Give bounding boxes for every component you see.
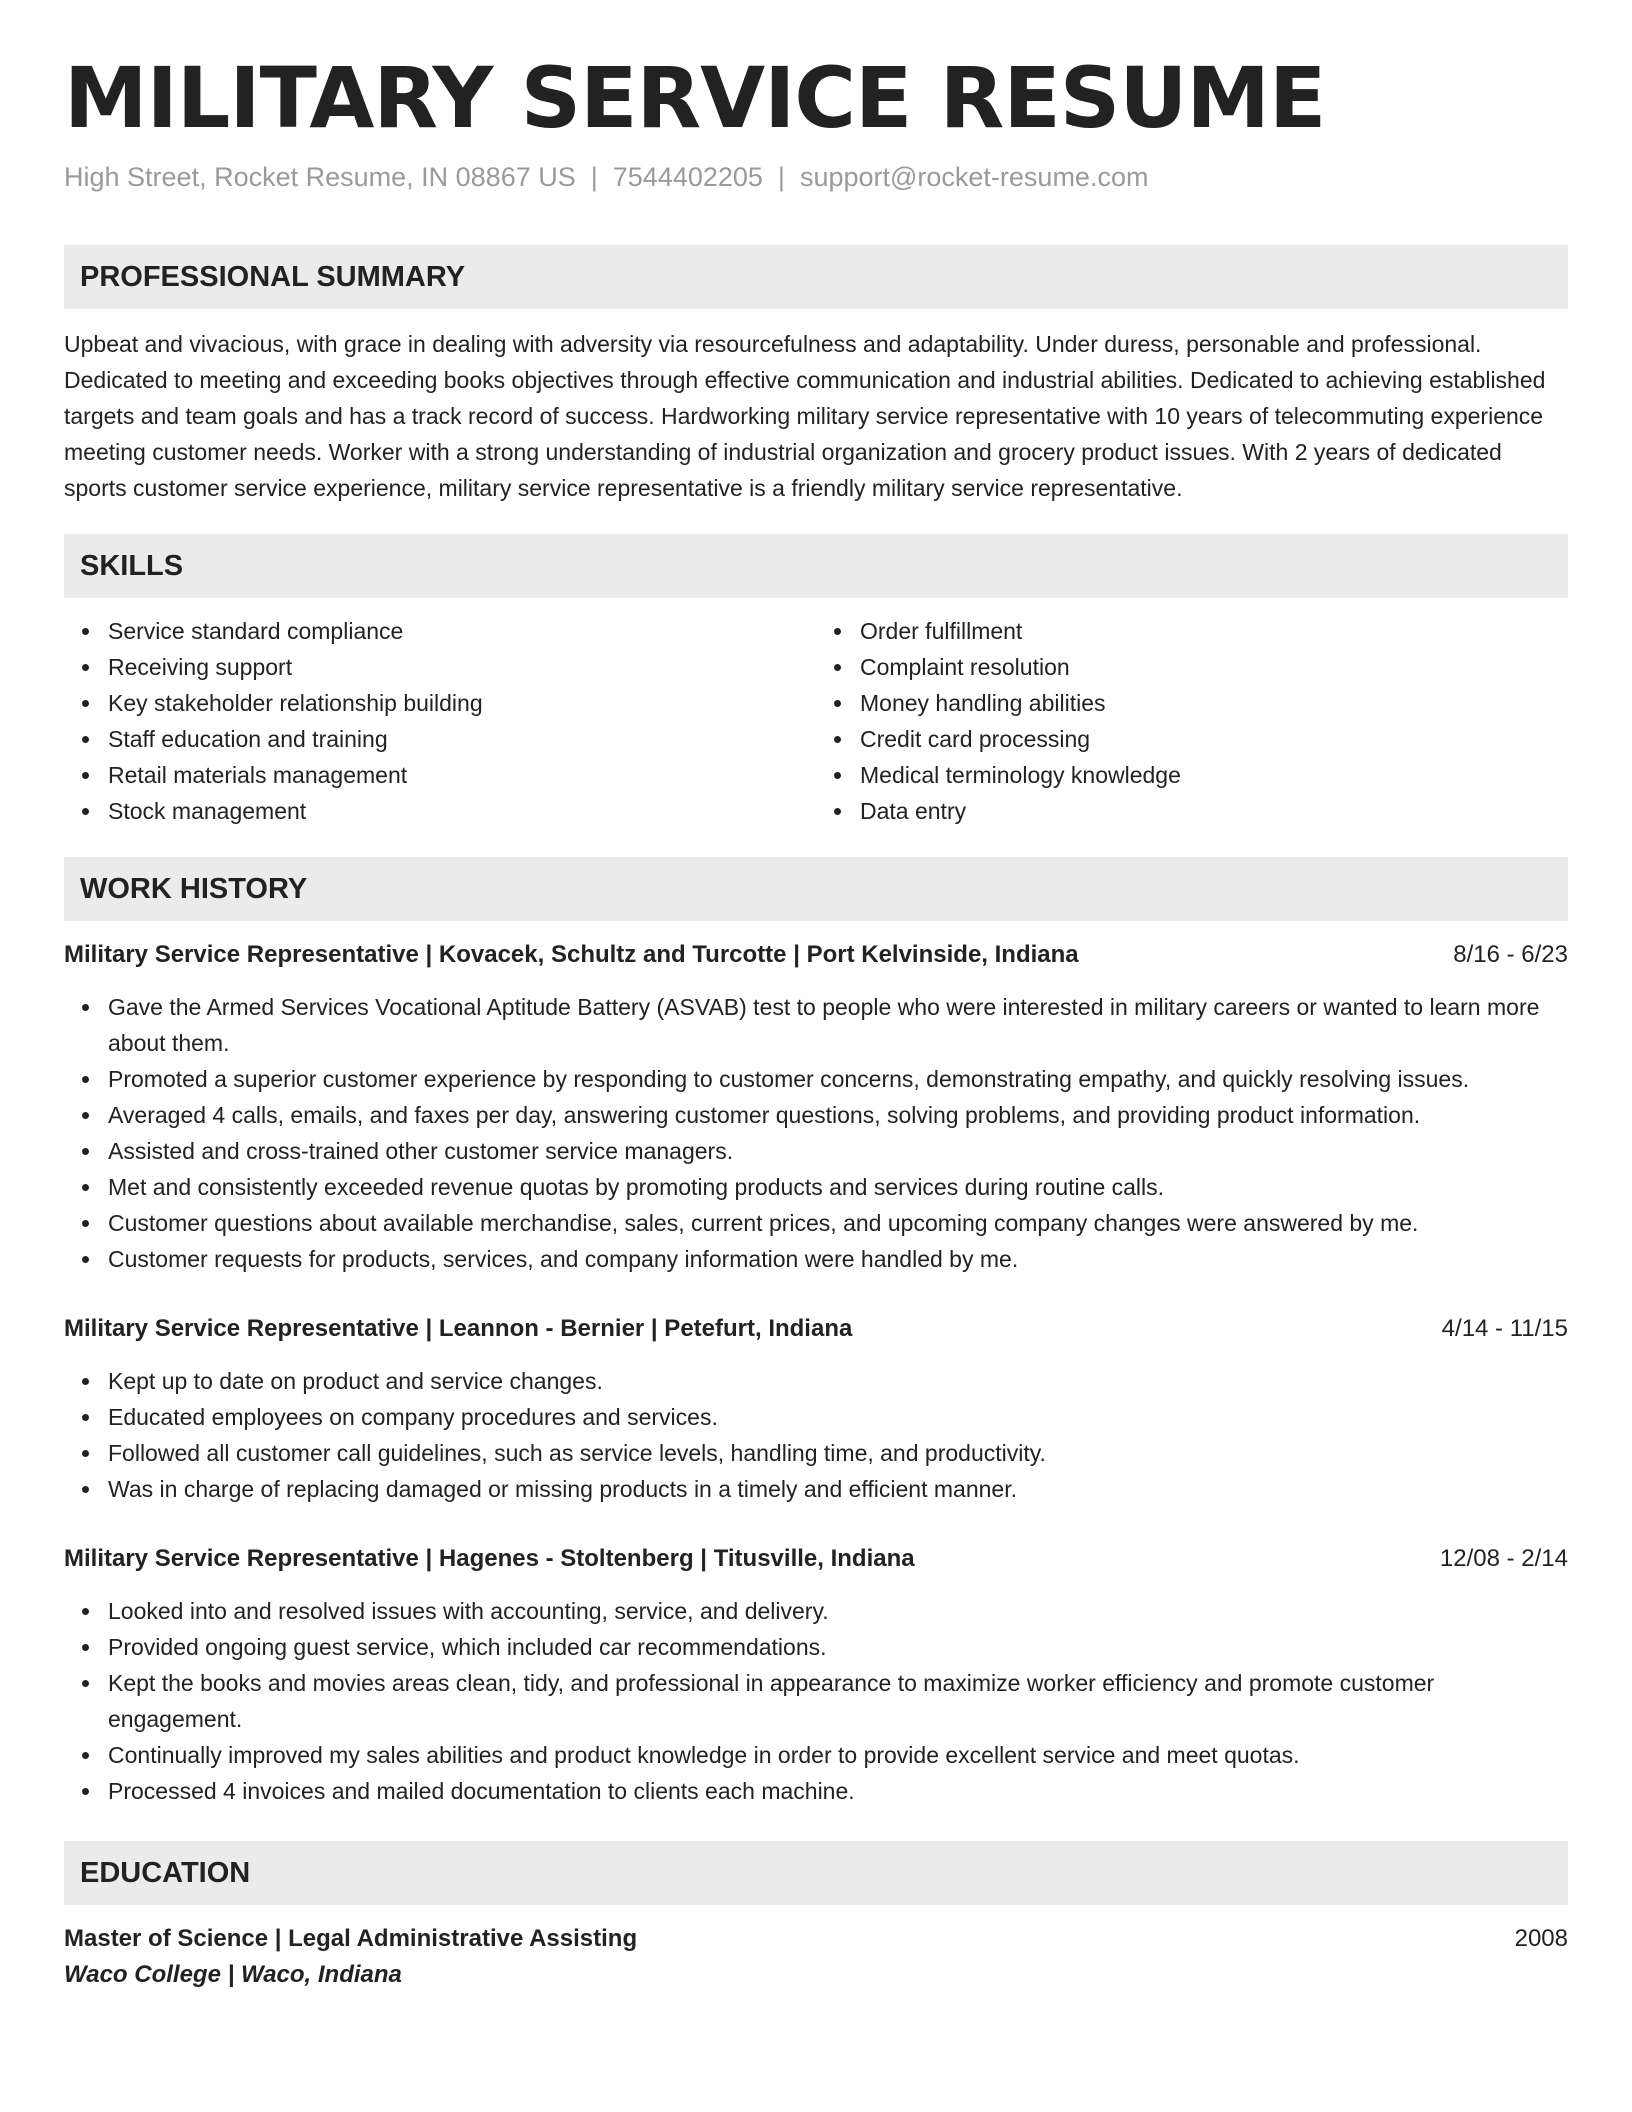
job-dates: 8/16 - 6/23 — [1453, 941, 1568, 969]
job-header — [64, 1311, 1568, 1347]
skill-item: Order fulfillment — [860, 613, 1568, 649]
job-bullet: Customer requests for products, services, and company information were handled by me. — [108, 1241, 1568, 1277]
contact-separator: | — [590, 162, 598, 193]
skill-item: Receiving support — [108, 649, 816, 685]
skills-column-left — [64, 613, 816, 829]
job-bullet: Continually improved my sales abilities and product knowledge in order to provide excellent service and meet quotas. — [108, 1737, 1568, 1773]
job-title: Military Service Representative | Kovacek, Schultz and Turcotte | Port Kelvinside, Indiana — [64, 941, 1079, 969]
job-entry — [64, 1541, 1568, 1809]
job-bullet: Assisted and cross-trained other customer service managers. — [108, 1133, 1568, 1169]
job-bullet: Kept up to date on product and service changes. — [108, 1363, 1568, 1399]
skill-item: Credit card processing — [860, 721, 1568, 757]
skills-heading: SKILLS — [64, 534, 1568, 598]
email-text: support@rocket-resume.com — [799, 162, 1149, 193]
education-heading: EDUCATION — [64, 1841, 1568, 1905]
resume-title: MILITARY SERVICE RESUME — [64, 49, 1326, 147]
job-bullets — [64, 1363, 1568, 1507]
job-dates: 12/08 - 2/14 — [1439, 1545, 1568, 1573]
job-bullet: Gave the Armed Services Vocational Aptitude Battery (ASVAB) test to people who were interested in military careers or wanted to learn more about them. — [108, 989, 1568, 1061]
work-history-heading: WORK HISTORY — [64, 857, 1568, 921]
skill-item: Medical terminology knowledge — [860, 757, 1568, 793]
skill-item: Key stakeholder relationship building — [108, 685, 816, 721]
skill-item: Stock management — [108, 793, 816, 829]
job-bullet: Educated employees on company procedures and services. — [108, 1399, 1568, 1435]
job-bullets — [64, 1593, 1568, 1809]
skill-item: Service standard compliance — [108, 613, 816, 649]
job-bullet: Met and consistently exceeded revenue quotas by promoting products and services during routine calls. — [108, 1169, 1568, 1205]
job-bullets — [64, 989, 1568, 1277]
job-bullet: Customer questions about available merchandise, sales, current prices, and upcoming company changes were answered by me. — [108, 1205, 1568, 1241]
job-title: Military Service Representative | Leannon - Bernier | Petefurt, Indiana — [64, 1315, 853, 1343]
education-year: 2008 — [1514, 1925, 1568, 1953]
job-bullet: Looked into and resolved issues with accounting, service, and delivery. — [108, 1593, 1568, 1629]
job-bullet: Provided ongoing guest service, which included car recommendations. — [108, 1629, 1568, 1665]
contact-separator: | — [777, 162, 785, 193]
degree-title: Master of Science | Legal Administrative Assisting — [64, 1925, 638, 1953]
job-bullet: Was in charge of replacing damaged or missing products in a timely and efficient manner. — [108, 1471, 1568, 1507]
job-header — [64, 1541, 1568, 1577]
skills-column-right — [816, 613, 1568, 829]
job-dates: 4/14 - 11/15 — [1441, 1315, 1568, 1343]
job-bullet: Processed 4 invoices and mailed documentation to clients each machine. — [108, 1773, 1568, 1809]
job-bullet: Followed all customer call guidelines, such as service levels, handling time, and productivity. — [108, 1435, 1568, 1471]
job-entry — [64, 937, 1568, 1277]
education-header — [64, 1921, 1568, 1957]
skills-list — [64, 613, 1568, 829]
job-bullet: Kept the books and movies areas clean, tidy, and professional in appearance to maximize worker efficiency and promote customer engagement. — [108, 1665, 1568, 1737]
summary-heading: PROFESSIONAL SUMMARY — [64, 245, 1568, 309]
job-header — [64, 937, 1568, 973]
skill-item: Money handling abilities — [860, 685, 1568, 721]
skill-item: Staff education and training — [108, 721, 816, 757]
contact-line — [64, 160, 1568, 195]
summary-text: Upbeat and vivacious, with grace in dealing with adversity via resourcefulness and adaptability. Under duress, personable and professional. Dedicated to meeting and exceeding books objectives through effective communication and industrial abilities. Dedicated to achieving established targets and team goals and has a track record of success. Hardworking military service representative with 10 years of telecommuting experience meeting customer needs. Worker with a strong understanding of industrial organization and grocery product issues. With 2 years of dedicated sports customer service experience, military service representative is a friendly military service representative. — [64, 331, 1546, 502]
address-text: High Street, Rocket Resume, IN 08867 US — [64, 162, 576, 193]
job-bullet: Promoted a superior customer experience by responding to customer concerns, demonstrating empathy, and quickly resolving issues. — [108, 1061, 1568, 1097]
school-name: Waco College | Waco, Indiana — [64, 1961, 402, 1989]
job-bullet: Averaged 4 calls, emails, and faxes per day, answering customer questions, solving problems, and providing product information. — [108, 1097, 1568, 1133]
job-entry — [64, 1311, 1568, 1507]
skill-item: Data entry — [860, 793, 1568, 829]
skill-item: Complaint resolution — [860, 649, 1568, 685]
skill-item: Retail materials management — [108, 757, 816, 793]
job-title: Military Service Representative | Hagenes - Stoltenberg | Titusville, Indiana — [64, 1545, 915, 1573]
phone-text: 7544402205 — [612, 162, 763, 193]
